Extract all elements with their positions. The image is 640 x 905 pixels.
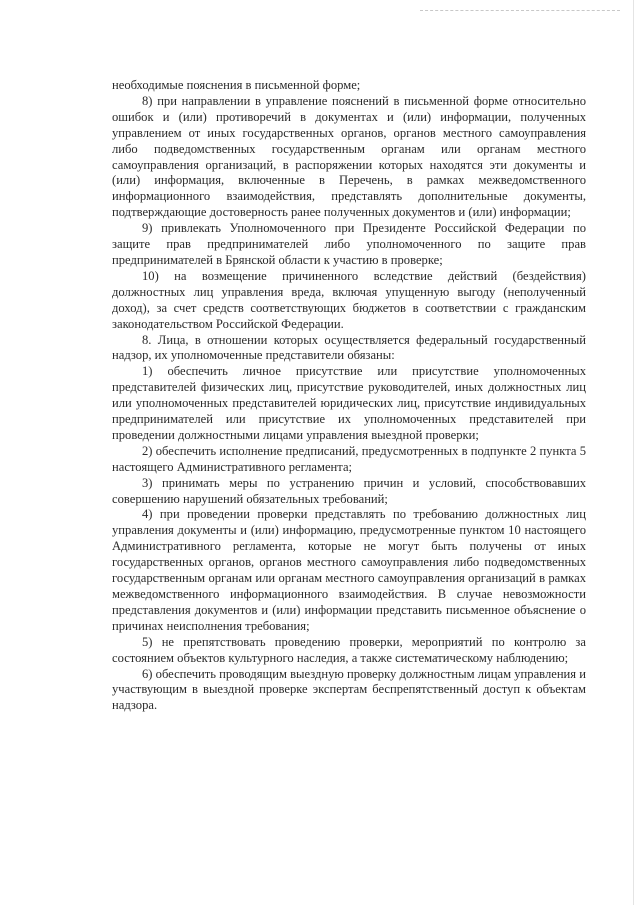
paragraph-duty-1: 1) обеспечить личное присутствие или присутствие уполномоченных представителей физических лиц, присутствие руководителей, иных должностных лиц или уполномоченных представителей юридических лиц, присутствие индивидуальных предпринимателей или присутствие их уполномоченных представителей при проведении должностными лицами управления выездной проверки; (112, 364, 586, 442)
paragraph-section-8: 8. Лица, в отношении которых осуществляется федеральный государственный надзор, их уполномоченные представители обязаны: (112, 332, 586, 363)
paragraph-item-10: 10) на возмещение причиненного вследствие действий (бездействия) должностных лиц управления вреда, включая упущенную выгоду (неполученный доход), за счет средств соответствующих бюджетов в соответствии с гражданским законодательством Российской Федерации. (112, 268, 586, 331)
scan-artifact-edge (633, 0, 634, 905)
document-body (112, 78, 586, 714)
paragraph-duty-6: 6) обеспечить проводящим выездную проверку должностным лицам управления и участвующим в выездной проверке экспертам беспрепятственный доступ к объектам надзора. (112, 666, 586, 713)
paragraph-duty-5: 5) не препятствовать проведению проверки, мероприятий по контролю за состоянием объектов культурного наследия, а также систематическому наблюдению; (112, 634, 586, 665)
paragraph-continuation: необходимые пояснения в письменной форме; (112, 78, 361, 92)
paragraph-item-9: 9) привлекать Уполномоченного при Президенте Российской Федерации по защите прав предпринимателей либо уполномоченного по защите прав предпринимателей в Брянской области к участию в проверке; (112, 221, 586, 267)
scan-artifact-line (420, 10, 620, 11)
paragraph-duty-4: 4) при проведении проверки представлять по требованию должностных лиц управления документы и (или) информацию, предусмотренные пунктом 10 настоящего Административного регламента, которые не могут быть получены от иных государственных органов, органов местного самоуправления либо подведомственных государственным органам или органам местного самоуправления организаций в рамках межведомственного информационного взаимодействия. В случае невозможности представления документов и (или) информации представить письменное объяснение о причинах неисполнения требования; (112, 507, 586, 633)
paragraph-duty-3: 3) принимать меры по устранению причин и условий, способствовавших совершению нарушений обязательных требований; (112, 475, 586, 506)
paragraph-duty-2: 2) обеспечить исполнение предписаний, предусмотренных в подпункте 2 пункта 5 настоящего Административного регламента; (112, 443, 586, 474)
paragraph-item-8: 8) при направлении в управление пояснений в письменной форме относительно ошибок и (или) противоречий в документах и (или) информации, полученных управлением от иных государственных органов, органов местного самоуправления либо подведомственных государственным органам или органам местного самоуправления организаций, в распоряжении которых находятся эти документы и (или) информация, включенные в Перечень, в рамках межведомственного информационного взаимодействия, представлять дополнительные документы, подтверждающие достоверность ранее полученных документов и (или) информации; (112, 93, 586, 220)
